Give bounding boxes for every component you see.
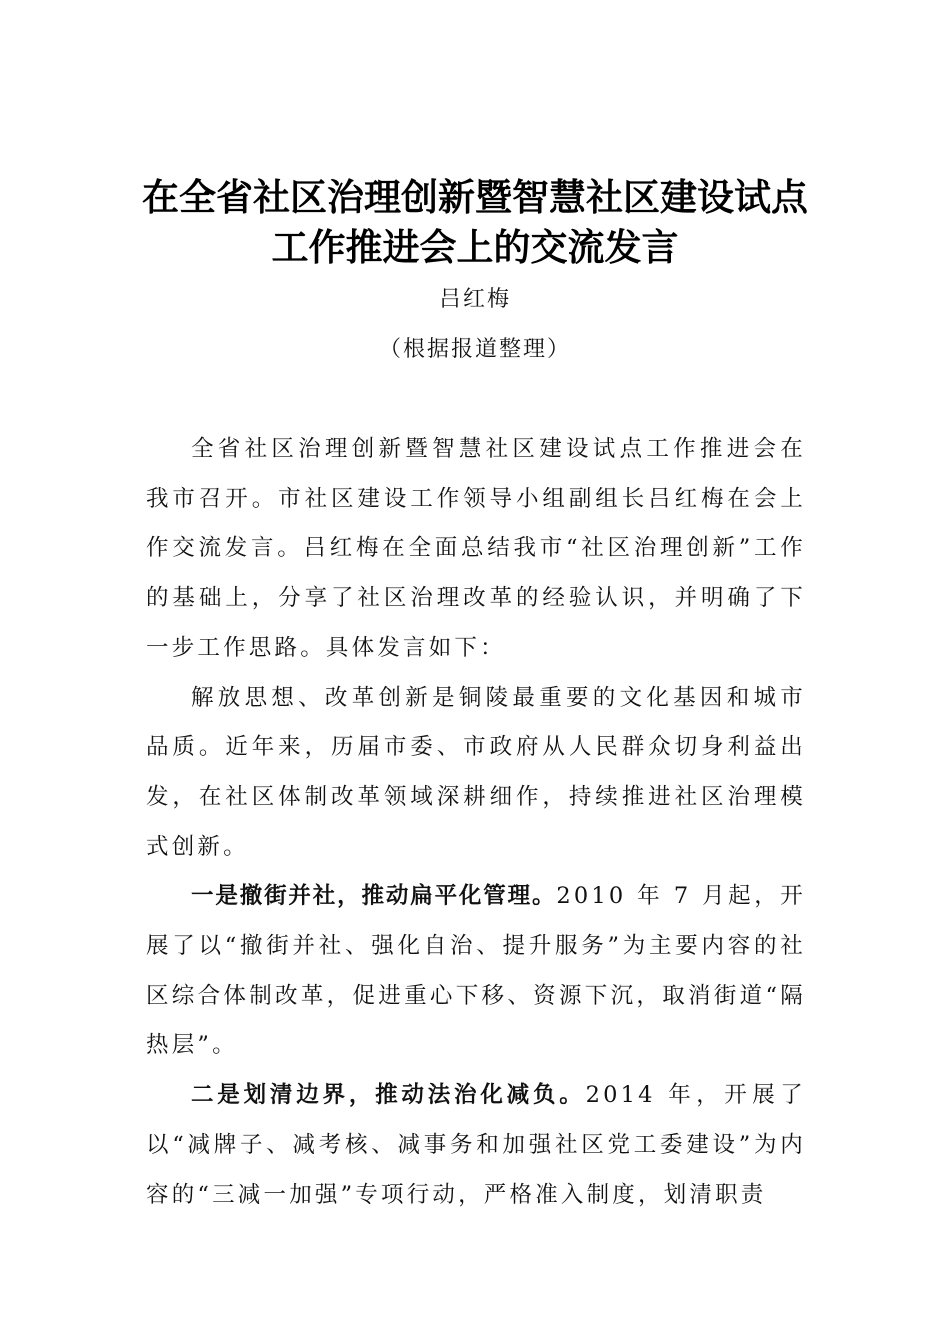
paragraph-point-two <box>146 1071 806 1220</box>
document-body <box>146 425 806 1220</box>
paragraph-text: 2014 年，开展了以“减牌子、减考核、减事务和加强社区党工委建设”为内容的“三减一加强”专项行动，严格准入制度，划清职责 <box>146 1082 806 1208</box>
paragraph-intro <box>146 425 806 674</box>
paragraph-point-one <box>146 872 806 1071</box>
paragraph-background <box>146 674 806 873</box>
document-title-line-1: 在全省社区治理创新暨智慧社区建设试点 <box>142 176 808 219</box>
paragraph-lead-heading: 二是划清边界，推动法治化减负。 <box>191 1082 586 1109</box>
paragraph-lead-heading: 一是撤街并社，推动扁平化管理。 <box>191 883 557 910</box>
author-name: 吕红梅 <box>438 287 511 312</box>
paragraph-text: 全省社区治理创新暨智慧社区建设试点工作推进会在我市召开。市社区建设工作领导小组副组长吕红梅在会上作交流发言。吕红梅在全面总结我市“社区治理创新”工作的基础上，分享了社区治理改革的经验认识，并明确了下一步工作思路。具体发言如下： <box>146 436 806 661</box>
source-note: （根据报道整理） <box>378 337 571 362</box>
document-title-line-2: 工作推进会上的交流发言 <box>271 226 679 269</box>
paragraph-text: 2010 年 7 月起，开展了以“撤街并社、强化自治、提升服务”为主要内容的社区综合体制改革，促进重心下移、资源下沉，取消街道“隔热层”。 <box>146 883 806 1059</box>
paragraph-text: 解放思想、改革创新是铜陵最重要的文化基因和城市品质。近年来，历届市委、市政府从人民群众切身利益出发，在社区体制改革领域深耕细作，持续推进社区治理模式创新。 <box>146 684 806 860</box>
